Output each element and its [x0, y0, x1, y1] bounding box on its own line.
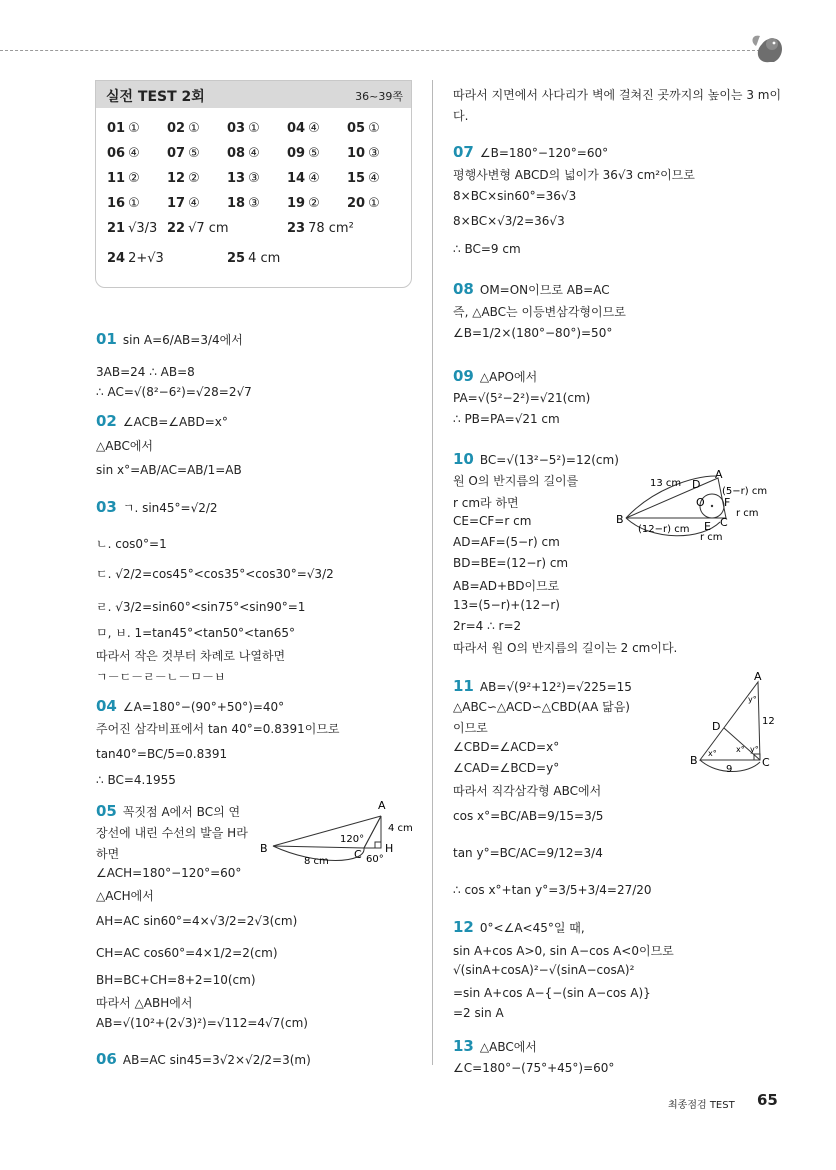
answer-number: 14 — [287, 171, 306, 186]
solution-line — [96, 647, 285, 664]
solution-text: BH=BC+CH=8+2=10(cm) — [96, 973, 256, 987]
answer-value: ④ — [368, 171, 380, 186]
solution-line — [453, 761, 559, 775]
solution-line — [96, 668, 226, 685]
figure-10-incircle — [612, 470, 792, 544]
answer-number: 09 — [287, 146, 306, 161]
solution-line — [453, 809, 603, 823]
solution-line — [96, 412, 228, 430]
solution-text: sin x°=AB/AC=AB/1=AB — [96, 463, 242, 477]
answer-item — [107, 146, 140, 161]
answer-number: 24 — [107, 251, 126, 266]
solution-text: ∴ PB=PA=√21 cm — [453, 412, 560, 426]
solution-line — [453, 963, 634, 977]
solution-line — [453, 918, 585, 936]
solution-text: OM=ON이므로 AB=AC — [479, 283, 610, 297]
solution-text: ㄱ－ㄷ－ㄹ－ㄴ－ㅁ－ㅂ — [96, 670, 226, 684]
solution-line — [453, 1037, 537, 1055]
solution-text: 즉, △ABC는 이등변삼각형이므로 — [453, 305, 626, 319]
solution-line — [96, 773, 176, 787]
solution-text: √(sinA+cosA)²−√(sinA−cosA)² — [453, 963, 635, 977]
solution-line — [96, 697, 284, 715]
solution-text: ㄷ. √2/2=cos45°<cos35°<cos30°=√3/2 — [96, 567, 334, 581]
solution-text: △ACH에서 — [96, 889, 154, 903]
answer-value: ③ — [248, 171, 260, 186]
solution-line — [453, 391, 590, 405]
solution-text: AD=AF=(5−r) cm — [453, 535, 560, 549]
fig10-label-A: A — [715, 470, 723, 481]
solution-line — [96, 747, 227, 761]
solution-text: △ABC∽△ACD∽△CBD(AA 닮음) — [453, 700, 630, 714]
problem-number: 11 — [453, 677, 474, 695]
problem-number: 05 — [96, 802, 117, 820]
answer-value: ① — [128, 196, 140, 211]
answer-item — [167, 146, 200, 161]
solution-line — [453, 143, 608, 161]
answer-item — [227, 251, 280, 266]
answer-item — [287, 121, 320, 136]
problem-number: 06 — [96, 1050, 117, 1068]
solution-text: AB=AD+BD이므로 — [453, 579, 560, 593]
solution-text: 8×BC×sin60°=36√3 — [453, 189, 577, 203]
answer-number: 03 — [227, 121, 246, 136]
solution-text: BD=BE=(12−r) cm — [453, 556, 569, 570]
solution-line — [453, 535, 560, 549]
fig11-angle-x2: x° — [736, 745, 745, 754]
solution-line — [453, 214, 565, 228]
solution-line — [453, 942, 674, 959]
solution-text: ∠ACH=180°−120°=60° — [96, 866, 242, 880]
fig10-label-13cm: 13 cm — [650, 478, 682, 489]
solution-line — [96, 845, 119, 862]
answer-item — [287, 146, 320, 161]
solution-line — [453, 166, 695, 183]
problem-number: 03 — [96, 498, 117, 516]
solution-line — [453, 189, 576, 203]
solution-text: 3AB=24 ∴ AB=8 — [96, 365, 195, 379]
answer-item — [107, 121, 140, 136]
answer-value: ④ — [128, 146, 140, 161]
solution-text: 이므로 — [453, 721, 488, 735]
figure-11-right-triangle — [688, 672, 788, 776]
solution-text: ∠C=180°−(75°+45°)=60° — [453, 1061, 615, 1075]
footer-label: 최종점검 TEST — [668, 1100, 735, 1111]
solution-text: sin A+cos A>0, sin A−cos A<0이므로 — [453, 944, 674, 958]
answer-value: ⑤ — [188, 146, 200, 161]
solution-line — [453, 556, 568, 570]
fig11-label-D: D — [712, 720, 721, 733]
answer-number: 19 — [287, 196, 306, 211]
solution-text: AB=√(9²+12²)=√225=15 — [479, 680, 632, 694]
answer-number: 22 — [167, 221, 186, 236]
fig11-angle-x1: x° — [708, 749, 717, 758]
solution-line — [96, 598, 305, 615]
solution-line — [96, 565, 334, 582]
solution-text: 8×BC×√3/2=36√3 — [453, 214, 565, 228]
answer-value: ② — [188, 171, 200, 186]
answer-number: 06 — [107, 146, 126, 161]
solution-line — [453, 986, 651, 1000]
solution-text: △APO에서 — [479, 370, 538, 384]
solution-text: 따라서 원 O의 반지름의 길이는 2 cm이다. — [453, 641, 678, 655]
fig11-label-12: 12 — [762, 716, 775, 727]
answer-item — [107, 221, 157, 236]
solution-text: 0°<∠A<45°일 때, — [479, 921, 585, 935]
answer-value: ③ — [248, 196, 260, 211]
solution-line — [453, 1061, 614, 1075]
answer-value: √7 cm — [188, 221, 229, 236]
fig10-label-5r: (5−r) cm — [722, 486, 768, 497]
fig11-label-C: C — [762, 756, 770, 769]
answer-number: 12 — [167, 171, 186, 186]
answer-number: 15 — [347, 171, 366, 186]
solution-text: PA=√(5²−2²)=√21(cm) — [453, 391, 591, 405]
solution-line — [96, 1016, 308, 1030]
solution-text: △ABC에서 — [96, 439, 154, 453]
answer-item — [167, 196, 200, 211]
answer-number: 23 — [287, 221, 306, 236]
answer-number: 18 — [227, 196, 246, 211]
solution-text: 따라서 △ABH에서 — [96, 996, 193, 1010]
solution-text: ∠ACB=∠ABD=x° — [122, 415, 228, 429]
solution-text: =sin A+cos A−{−(sin A−cos A)} — [453, 986, 651, 1000]
answer-item — [227, 121, 260, 136]
solution-line — [96, 914, 297, 928]
fig11-label-B: B — [690, 754, 698, 767]
answer-item — [167, 171, 200, 186]
fig05-label-C: C — [354, 848, 362, 861]
answer-number: 25 — [227, 251, 246, 266]
fig05-label-B: B — [260, 842, 268, 855]
answer-box-header — [96, 81, 411, 108]
solution-line — [453, 303, 626, 320]
answer-item — [347, 146, 380, 161]
fig10-label-E: E — [704, 520, 711, 533]
answer-item — [167, 121, 200, 136]
fig10-label-12r: (12−r) cm — [638, 524, 690, 535]
answer-value: 4 cm — [248, 251, 281, 266]
answer-item — [347, 121, 380, 136]
solution-text: sin A=6/AB=3/4에서 — [122, 333, 243, 347]
solution-line — [96, 385, 252, 399]
solution-line — [96, 866, 241, 880]
solution-text: AB=√(10²+(2√3)²)=√112=4√7(cm) — [96, 1016, 308, 1030]
fig05-label-8cm: 8 cm — [304, 856, 329, 867]
solution-line — [96, 535, 167, 552]
solution-text: ∴ cos x°+tan y°=3/5+3/4=27/20 — [453, 883, 652, 897]
solution-text: ㄴ. cos0°=1 — [96, 537, 167, 551]
solution-text: tan y°=BC/AC=9/12=3/4 — [453, 846, 603, 860]
solution-line — [96, 973, 256, 987]
answer-number: 07 — [167, 146, 186, 161]
solution-line — [96, 802, 240, 820]
fig05-label-H: H — [385, 842, 394, 855]
answer-value: ④ — [308, 121, 320, 136]
answer-number: 04 — [287, 121, 306, 136]
answer-value: ④ — [188, 196, 200, 211]
answer-number: 21 — [107, 221, 126, 236]
solution-line — [453, 242, 521, 256]
solution-line — [453, 639, 677, 656]
solution-text: ㄱ. sin45°=√2/2 — [122, 501, 218, 515]
problem-number: 04 — [96, 697, 117, 715]
answer-number: 11 — [107, 171, 126, 186]
solution-line — [453, 412, 560, 426]
solution-text: ∴ BC=9 cm — [453, 242, 521, 256]
solution-line — [96, 437, 153, 454]
solution-text: CH=AC cos60°=4×1/2=2(cm) — [96, 946, 278, 960]
solution-text: CE=CF=r cm — [453, 514, 532, 528]
answer-value: ④ — [308, 171, 320, 186]
fig10-label-F: F — [724, 496, 731, 509]
solution-text-line: 다. — [453, 109, 469, 123]
answer-value: ① — [248, 121, 260, 136]
solution-line — [453, 514, 531, 528]
solution-text: 2r=4 ∴ r=2 — [453, 619, 522, 633]
solution-text: =2 sin A — [453, 1006, 504, 1020]
solution-line — [453, 740, 559, 754]
answer-value: ② — [308, 196, 320, 211]
answer-value: ① — [188, 121, 200, 136]
answer-item — [107, 196, 140, 211]
fig10-label-D: D — [692, 478, 701, 491]
solution-text: 13=(5−r)+(12−r) — [453, 598, 560, 612]
fig11-angle-y1: y° — [748, 695, 757, 704]
answer-item — [287, 221, 354, 236]
solution-line — [96, 1050, 311, 1068]
solution-text: cos x°=BC/AB=9/15=3/5 — [453, 809, 604, 823]
answer-item — [287, 171, 320, 186]
answer-number: 05 — [347, 121, 366, 136]
solution-line — [453, 450, 619, 468]
solution-text: 원 O의 반지름의 길이를 — [453, 474, 579, 488]
fig10-label-rcm-right: r cm — [736, 508, 759, 519]
solution-line — [453, 367, 537, 385]
answer-value: ⑤ — [308, 146, 320, 161]
solution-line — [96, 720, 340, 737]
solution-line — [96, 365, 195, 379]
solution-line — [453, 280, 610, 298]
answer-number: 20 — [347, 196, 366, 211]
answer-value: ① — [368, 196, 380, 211]
problem-number: 07 — [453, 143, 474, 161]
solution-line — [96, 887, 154, 904]
top-dashed-rule — [0, 50, 760, 51]
problem-number: 02 — [96, 412, 117, 430]
answer-summary-box — [95, 80, 412, 288]
solution-line — [96, 994, 192, 1011]
solution-text: ∠CBD=∠ACD=x° — [453, 740, 560, 754]
problem-number: 09 — [453, 367, 474, 385]
answer-item — [347, 196, 380, 211]
answer-box-title: 실전 TEST 2회 — [106, 89, 205, 105]
answer-number: 10 — [347, 146, 366, 161]
fig11-angle-y2: y° — [750, 745, 759, 754]
solution-text: 꼭짓점 A에서 BC의 연 — [122, 805, 241, 819]
solution-text: 하면 — [96, 847, 120, 861]
answer-number: 01 — [107, 121, 126, 136]
solution-line — [453, 677, 632, 695]
figure-05-triangle — [256, 796, 426, 868]
solution-line — [96, 330, 243, 348]
solution-line — [453, 598, 560, 612]
fig05-label-4cm: 4 cm — [388, 823, 413, 834]
solution-text: ∠B=1/2×(180°−80°)=50° — [453, 326, 613, 340]
answer-item — [107, 251, 164, 266]
answer-value: ① — [368, 121, 380, 136]
answer-item — [167, 221, 229, 236]
solution-text: AH=AC sin60°=4×√3/2=2√3(cm) — [96, 914, 298, 928]
answer-item — [227, 146, 260, 161]
answer-item — [107, 171, 140, 186]
fig05-label-120: 120° — [340, 834, 365, 845]
solution-text: ∴ BC=4.1955 — [96, 773, 176, 787]
problem-number: 13 — [453, 1037, 474, 1055]
problem-number: 01 — [96, 330, 117, 348]
answer-value: ③ — [368, 146, 380, 161]
solution-line — [96, 498, 218, 516]
solution-line — [453, 1006, 504, 1020]
solution-text: 장선에 내린 수선의 발을 H라 — [96, 826, 248, 840]
answer-value: ① — [128, 121, 140, 136]
fig05-label-A: A — [378, 799, 386, 812]
solution-text-line: 따라서 지면에서 사다리가 벽에 걸쳐진 곳까지의 높이는 3 m이 — [453, 88, 782, 102]
solution-line — [453, 846, 603, 860]
fig11-label-9: 9 — [726, 764, 733, 775]
answer-value: √3/3 — [128, 221, 158, 236]
answer-item — [227, 196, 260, 211]
solution-line — [96, 946, 278, 960]
answer-number: 08 — [227, 146, 246, 161]
solution-text: ∠B=180°−120°=60° — [479, 146, 609, 160]
solution-text: 평행사변형 ABCD의 넓이가 36√3 cm²이므로 — [453, 168, 695, 182]
answer-box-pages: 36~39쪽 — [355, 90, 403, 103]
answer-item — [227, 171, 260, 186]
solution-text: ㄹ. √3/2=sin60°<sin75°<sin90°=1 — [96, 600, 306, 614]
solution-text: ∠CAD=∠BCD=y° — [453, 761, 560, 775]
problem-number: 08 — [453, 280, 474, 298]
solution-text: 따라서 직각삼각형 ABC에서 — [453, 784, 602, 798]
answer-number: 17 — [167, 196, 186, 211]
solution-text: △ABC에서 — [479, 1040, 537, 1054]
solution-line — [96, 824, 248, 841]
solution-line — [453, 577, 559, 594]
solution-text: 따라서 작은 것부터 차례로 나열하면 — [96, 649, 286, 663]
solution-line — [453, 472, 578, 489]
fig10-label-rcm-bottom: r cm — [700, 532, 723, 543]
answer-value: ② — [128, 171, 140, 186]
solution-line — [453, 719, 488, 736]
solution-text: ㅁ, ㅂ. 1=tan45°<tan50°<tan65° — [96, 626, 296, 640]
answer-number: 02 — [167, 121, 186, 136]
fig11-label-A: A — [754, 672, 762, 683]
page-number: 65 — [757, 1091, 778, 1109]
squirrel-mascot-icon — [748, 32, 788, 68]
column-divider — [432, 80, 433, 1065]
problem-number: 10 — [453, 450, 474, 468]
fig10-label-O: O — [696, 496, 705, 509]
solution-text: ∠A=180°−(90°+50°)=40° — [122, 700, 285, 714]
solution-line — [453, 619, 521, 633]
answer-value: ④ — [248, 146, 260, 161]
fig10-label-B: B — [616, 513, 624, 526]
solution-text: ∴ AC=√(8²−6²)=√28=2√7 — [96, 385, 252, 399]
fig05-shape — [273, 816, 381, 861]
answer-value: 2+√3 — [128, 251, 164, 266]
solution-text: AB=AC sin45=3√2×√2/2=3(m) — [122, 1053, 311, 1067]
solution-text: tan40°=BC/5=0.8391 — [96, 747, 228, 761]
solution-line — [453, 494, 519, 511]
solution-line — [453, 698, 630, 715]
solution-line — [453, 782, 601, 799]
answer-value: 78 cm² — [308, 221, 354, 236]
problem-number: 12 — [453, 918, 474, 936]
solution-line — [96, 463, 242, 477]
answer-item — [287, 196, 320, 211]
solution-line — [453, 883, 652, 897]
solution-text: r cm라 하면 — [453, 496, 519, 510]
solution-line — [96, 624, 295, 641]
fig10-label-C: C — [720, 516, 728, 529]
solution-line — [453, 326, 612, 340]
answer-number: 16 — [107, 196, 126, 211]
answer-number: 13 — [227, 171, 246, 186]
solution-text: BC=√(13²−5²)=12(cm) — [479, 453, 619, 467]
answer-item — [347, 171, 380, 186]
solution-text: 주어진 삼각비표에서 tan 40°=0.8391이므로 — [96, 722, 340, 736]
fig05-label-60: 60° — [366, 854, 384, 865]
